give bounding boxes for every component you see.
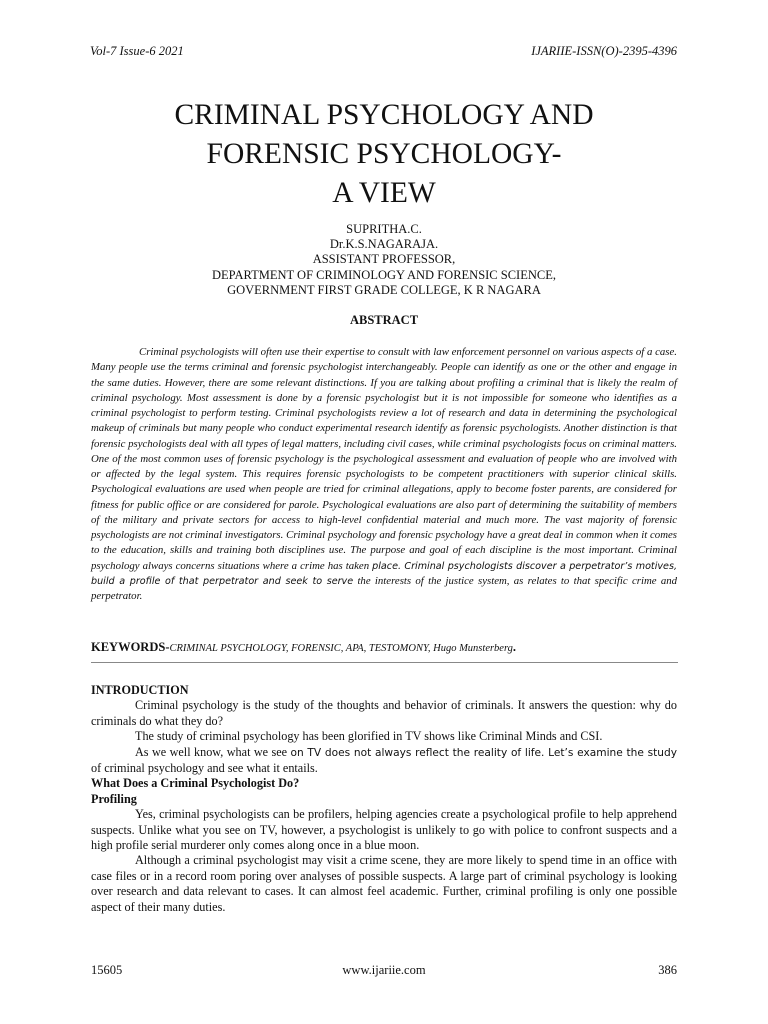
abstract-heading: ABSTRACT xyxy=(349,313,419,327)
intro-paragraph-1: Criminal psychology is the study of the thoughts and behavior of criminals. It answers the question: why do criminals do what they do? xyxy=(91,698,677,728)
intro-paragraph-2: The study of criminal psychology has been glorified in TV shows like Criminal Minds and CSI. xyxy=(135,729,603,744)
introduction-heading: INTRODUCTION xyxy=(91,683,189,697)
author-department: DEPARTMENT OF CRIMINOLOGY AND FORENSIC SCIENCE, xyxy=(212,267,556,282)
title-line-1: CRIMINAL PSYCHOLOGY AND xyxy=(174,99,594,131)
paper-title xyxy=(60,96,708,213)
page-number: 386 xyxy=(658,963,677,977)
section-heading-psychologist-role: What Does a Criminal Psychologist Do? xyxy=(91,776,300,791)
intro-paragraph-3 xyxy=(91,745,677,777)
paper-id: 15605 xyxy=(91,963,123,977)
profiling-paragraph-2: Although a criminal psychologist may visit a crime scene, they are more likely to spend time in an office with case files or in a record room poring over analyses of possible suspects. A large part of criminal psychology is looking over research and data relevant to cases. It can almost feel academic. Further, criminal profiling is only one possible aspect of their many duties. xyxy=(91,853,677,914)
author-block xyxy=(60,222,708,298)
profiling-paragraph-1: Yes, criminal psychologists can be profilers, helping agencies create a psychological profile to help apprehend suspects. Unlike what you see on TV, however, a psychologist is unlikely to go with police to confront suspects and a high profile serial murderer only comes along once in a blue moon. xyxy=(91,807,677,853)
keywords-end: . xyxy=(512,640,517,654)
subsection-heading-profiling: Profiling xyxy=(91,791,137,806)
main-body xyxy=(91,683,677,915)
author-name-1: SUPRITHA.C. xyxy=(346,222,422,236)
title-line-2: FORENSIC PSYCHOLOGY- xyxy=(206,138,562,170)
abstract-text xyxy=(91,345,677,604)
section-divider xyxy=(91,662,678,663)
intro-p3-start: As we well know, what we see xyxy=(135,744,288,759)
journal-volume: Vol-7 Issue-6 2021 xyxy=(90,44,184,58)
author-name-2: Dr.K.S.NAGARAJA. xyxy=(329,237,439,252)
author-position: ASSISTANT PROFESSOR, xyxy=(312,252,456,267)
intro-p3-tail: of criminal psychology and see what it entails. xyxy=(91,761,318,776)
journal-issn: IJARIIE-ISSN(O)-2395-4396 xyxy=(531,44,677,58)
author-college: GOVERNMENT FIRST GRADE COLLEGE, K R NAGARA xyxy=(227,282,541,297)
intro-p3-sans: on TV does not always reflect the reality of life. Let’s examine the study xyxy=(290,746,678,759)
title-line-3: A VIEW xyxy=(332,177,436,209)
keywords-label: KEYWORDS- xyxy=(91,640,170,654)
abstract-handwritten-line: place. Criminal psychologists discover a perpetrator’s motives, build a profile of that perpetrator and seek to serve xyxy=(91,560,677,587)
journal-website: www.ijariie.com xyxy=(342,963,426,977)
abstract-body: Criminal psychologists will often use their expertise to consult with law enforcement personnel on various aspects of a case. Many people use the terms criminal and forensic psychologist interchangeably. People can identify as one or the other and engage in the same duties. However, there are some relevant distinctions. If you are talking about profiling a criminal that is likely the realm of criminal psychology. Most assessment is done by a forensic psychologist but it is not impossible for someone who identifies as a criminal psychologist to perform testing. Criminal psychologists review a lot of research and data in determining the psychological makeup of criminals but many people who conduct experimental research identify as forensic psychologists. Another distinction is that forensic psychologists deal with all types of legal matters, including civil cases, while criminal psychologists focus on criminal matters. One of the most common uses of forensic psychology is the psychological assessment and evaluation of people who are involved with or affected by the legal system. This requires forensic psychologists to be competent practitioners with superior clinical skills. Psychological evaluations are used when people are tried for criminal allegations, apply to become foster parents, are considered for fitness for public office or are considered for parole. Psychological evaluations are also part of determining the suitability of members of the military and private sectors for access to high-level confidential material and much more. The vast majority of forensic psychologists are not criminal investigators. Criminal psychology and forensic psychology have a great deal in common when it comes to the education, skills and training both disciplines use. The purpose and goal of each discipline is the most important. Criminal psychology always concerns situations where a crime has taken xyxy=(91,346,677,572)
keywords-list: CRIMINAL PSYCHOLOGY, FORENSIC, APA, TESTOMONY, Hugo Munsterberg xyxy=(169,643,513,654)
abstract-tail: the interests of the justice system, as relates to that specific crime and perpetrator. xyxy=(91,574,678,602)
keywords xyxy=(91,640,677,655)
